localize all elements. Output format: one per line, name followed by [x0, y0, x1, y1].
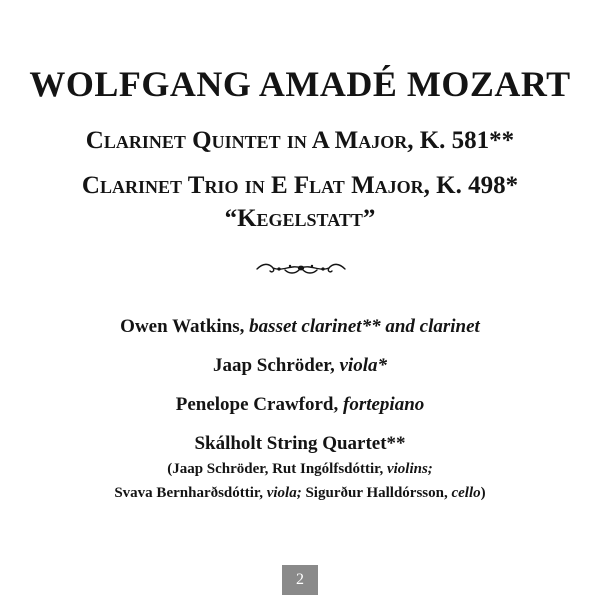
ensemble-name: Skálholt String Quartet**	[194, 433, 406, 454]
violist-name: Svava Bernharðsdóttir,	[114, 485, 263, 501]
performer-penelope-crawford	[0, 393, 600, 417]
page-number-badge: 2	[282, 565, 318, 595]
performer-jaap-schroder	[0, 354, 600, 378]
closing-paren: )	[480, 485, 486, 501]
quartet-members-line-2	[0, 482, 600, 504]
performer-name: Penelope Crawford,	[175, 394, 339, 415]
work-subtitle-kegelstatt: “Kegelstatt”	[224, 205, 376, 232]
performer-role: viola*	[339, 355, 387, 376]
cellist-name: Sigurður Halldórsson,	[305, 485, 448, 501]
performer-owen-watkins	[0, 315, 600, 339]
performer-name: Jaap Schröder,	[212, 355, 335, 376]
work-title-trio: Clarinet Trio in E Flat Major, K. 498*	[81, 172, 519, 199]
violins-role: violins;	[386, 461, 433, 477]
ensemble-skalholt-quartet	[0, 432, 600, 456]
performer-role: fortepiano	[343, 394, 425, 415]
cello-role: cello	[451, 485, 481, 501]
ornament-flourish-icon	[255, 260, 347, 276]
work-title-quintet: Clarinet Quintet in A Major, K. 581**	[85, 127, 515, 154]
performer-role: basset clarinet** and clarinet	[249, 316, 480, 337]
performer-name: Owen Watkins,	[120, 316, 245, 337]
viola-role: viola;	[266, 485, 302, 501]
quartet-members-line-1	[0, 458, 600, 480]
composer-name: WOLFGANG AMADÉ MOZART	[29, 64, 571, 104]
violinist-names: (Jaap Schröder, Rut Ingólfsdóttir,	[167, 461, 384, 477]
